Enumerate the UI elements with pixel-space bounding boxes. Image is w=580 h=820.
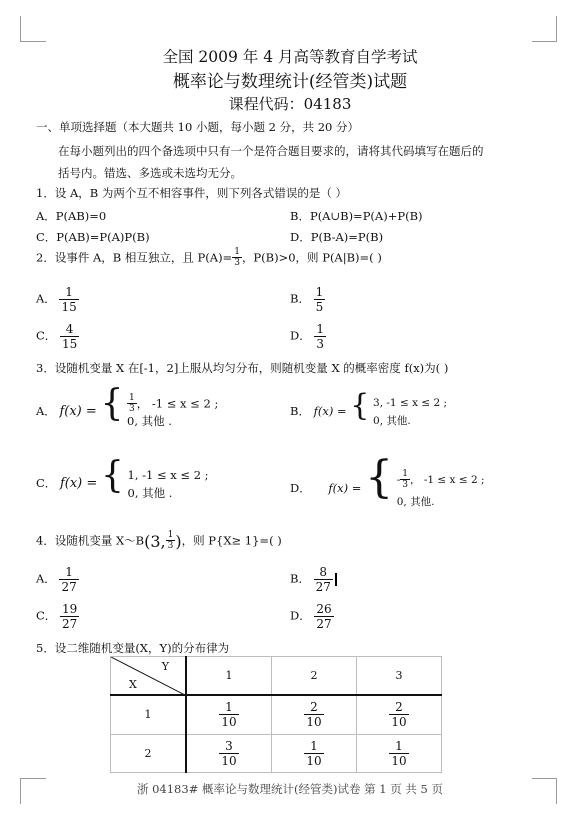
table-cell (357, 735, 442, 773)
cell-fraction (219, 701, 238, 728)
fraction-numerator: 1 (65, 565, 73, 579)
binomial-close: ) (175, 531, 182, 551)
diagonal-divider (111, 657, 185, 695)
q2-fraction-denominator: 3 (234, 258, 240, 269)
fraction-numerator: 1 (225, 700, 233, 715)
question-4-stem (36, 531, 282, 552)
q4-option-b-fraction (314, 566, 333, 593)
fraction-denominator: 10 (221, 714, 237, 729)
fraction-denominator: 27 (315, 579, 331, 594)
fraction-denominator: 10 (306, 714, 322, 729)
table-corner-cell (111, 657, 187, 695)
q2-stem-part-b: ，P(B)>0，则 P(A|B)=( ) (241, 250, 382, 265)
crop-mark (20, 41, 46, 42)
fraction-denominator: 27 (316, 616, 332, 631)
section-title: 一、单项选择题（本大题共 10 小题，每小题 2 分，共 20 分） (36, 120, 360, 134)
fraction-numerator: 1 (315, 285, 324, 299)
piecewise-cases (128, 466, 209, 502)
fraction-denominator: 27 (61, 579, 77, 594)
table-cell (186, 735, 272, 773)
q4-option-b (290, 566, 337, 593)
table-cell (357, 695, 442, 735)
exam-title: 全国 2009 年 4 月高等教育自学考试 (162, 48, 418, 66)
fraction-numerator: 2 (395, 700, 403, 715)
instruction-line-2: 括号内。错选、多选或未选均无分。 (58, 166, 242, 180)
left-brace: { (100, 455, 124, 496)
case-row-1 (397, 467, 485, 493)
fraction-denominator: 3 (129, 404, 135, 415)
q4-option-a-label: A． (36, 571, 56, 586)
q2-option-d (290, 323, 326, 350)
crop-mark (556, 16, 557, 42)
fraction-numerator: 2 (310, 700, 318, 715)
crop-mark (20, 778, 46, 779)
q4-option-d-fraction (314, 603, 333, 630)
q4-option-d-label: D． (290, 608, 311, 623)
row-header: 1 (111, 695, 187, 735)
fraction-denominator: 3 (316, 336, 325, 351)
question-3-stem: 3．设随机变量 X 在[-1，2]上服从均匀分布，则随机变量 X 的概率密度 f(x)为( ) (36, 361, 449, 375)
case-row-2: 0, 其他 . (127, 486, 173, 500)
q4-option-d (290, 603, 334, 630)
subject-title: 概率论与数理统计(经管类)试题 (172, 72, 408, 92)
fraction-denominator: 10 (391, 714, 407, 729)
case-condition: ， -1 ≤ x ≤ 2 ; (410, 474, 485, 486)
fraction-numerator: 26 (316, 602, 332, 616)
fraction-numerator: 1 (65, 285, 73, 299)
fraction-numerator: 1 (129, 393, 135, 403)
q3-option-d-label: D． (290, 481, 311, 495)
density-function: f(x) = (313, 404, 347, 418)
q3-option-c-label: C． (36, 476, 57, 490)
density-function: f(x) = (59, 476, 98, 491)
fraction-numerator: 3 (225, 738, 233, 753)
fraction-numerator: 1 (402, 468, 409, 479)
fraction-numerator: 1 (316, 322, 325, 336)
q4-option-c-label: C． (36, 608, 57, 623)
q2-option-d-label: D． (290, 328, 311, 343)
fraction-denominator: 5 (315, 299, 324, 314)
q2-option-b-label: B． (290, 291, 310, 306)
piecewise-cases (373, 394, 447, 430)
q2-option-c (36, 323, 79, 350)
binomial-open: (3, (144, 531, 166, 551)
fraction-numerator: 8 (319, 565, 328, 579)
fraction-denominator: 27 (61, 616, 78, 631)
q3-option-b (290, 388, 447, 430)
q2-option-c-label: C． (36, 328, 57, 343)
case-row-1: 1, -1 ≤ x ≤ 2 ; (127, 468, 209, 482)
table-cell (272, 735, 357, 773)
column-header: 2 (272, 657, 357, 695)
case-row-2: 0, 其他 . (127, 414, 172, 428)
course-code: 课程代码：04183 (228, 95, 352, 113)
q3-option-d (290, 452, 485, 511)
q3-option-c (36, 455, 209, 502)
cell-fraction (304, 740, 323, 767)
question-1-stem: 1．设 A，B 为两个互不相容事件，则下列各式错误的是（ ） (36, 186, 348, 200)
fraction-denominator: 3 (167, 541, 174, 552)
table-header-row (111, 657, 442, 695)
q4-stem-part-b: ，则 P{X≥ 1}=( ) (181, 533, 282, 548)
fraction-numerator: 4 (65, 322, 74, 336)
q4-binomial-fraction (166, 531, 176, 552)
q3-option-a-label: A． (36, 404, 56, 418)
case-condition: ， -1 ≤ x ≤ 2 ; (136, 396, 219, 411)
distribution-table (110, 656, 442, 773)
text-cursor (335, 573, 337, 586)
table-row (111, 735, 442, 773)
page-footer: 浙 04183# 概率论与数理统计(经管类)试卷 第 1 页 共 5 页 (136, 782, 444, 796)
table-cell (272, 695, 357, 735)
cell-fraction (389, 701, 408, 728)
q2-option-c-fraction (60, 323, 79, 350)
q2-option-a (36, 286, 79, 313)
fraction-denominator: 15 (61, 336, 78, 351)
q4-option-a-fraction (59, 566, 78, 593)
q1-option-d: D．P(B-A)=P(B) (290, 230, 384, 244)
left-brace: { (365, 452, 394, 503)
column-header: 3 (357, 657, 442, 695)
case-row-2: 0, 其他. (373, 415, 411, 427)
cell-fraction (389, 740, 408, 767)
density-function: f(x) = (59, 404, 97, 419)
q2-stem-part-a: 2．设事件 A，B 相互独立，且 P(A)= (36, 250, 233, 265)
q4-option-b-label: B． (290, 571, 310, 586)
fraction-numerator: 1 (395, 738, 403, 753)
row-header: 2 (111, 735, 187, 773)
left-brace: { (100, 383, 124, 424)
fraction-denominator: 10 (221, 753, 237, 768)
fraction-denominator: 15 (61, 299, 77, 314)
q1-option-c: C．P(AB)=P(A)P(B) (36, 230, 150, 244)
case-row-1: 3, -1 ≤ x ≤ 2 ; (373, 397, 448, 409)
q2-option-a-label: A． (36, 291, 56, 306)
piecewise-cases (127, 394, 218, 430)
corner-label-x: X (129, 677, 137, 691)
q3-option-b-label: B． (290, 404, 310, 418)
left-brace: { (350, 388, 370, 423)
q2-option-a-fraction (59, 286, 78, 313)
fraction-numerator: 1 (167, 530, 174, 540)
fraction-denominator: 10 (391, 753, 407, 768)
cell-fraction (219, 740, 238, 767)
crop-mark (532, 778, 557, 779)
q4-option-a (36, 566, 79, 593)
fraction-denominator: 10 (306, 753, 322, 768)
q4-stem-part-a: 4．设随机变量 X～B (36, 533, 145, 548)
q2-option-d-fraction (314, 323, 326, 350)
q4-option-c (36, 603, 79, 630)
fraction-numerator: 1 (310, 738, 318, 753)
piecewise-cases (397, 467, 485, 511)
fraction-denominator: 3 (402, 480, 409, 490)
table-row (111, 695, 442, 735)
case-fraction (400, 470, 410, 491)
corner-label-y: Y (161, 660, 169, 673)
crop-mark (20, 16, 21, 42)
minus-sign: - (396, 474, 401, 486)
crop-mark (532, 41, 557, 42)
question-5-stem: 5．设二维随机变量(X，Y)的分布律为 (36, 641, 230, 655)
table-cell (186, 695, 272, 735)
q2-option-b (290, 286, 325, 313)
density-function: f(x) = (328, 481, 362, 495)
case-row-2: 0, 其他. (396, 496, 435, 508)
column-header: 1 (186, 657, 272, 695)
q2-fraction (232, 248, 242, 269)
q1-option-a: A．P(AB)=0 (36, 209, 107, 223)
q3-option-a (36, 383, 219, 430)
case-row-1 (127, 393, 219, 415)
q4-option-c-fraction (60, 603, 79, 630)
q1-option-b: B．P(A∪B)=P(A)+P(B) (290, 209, 423, 223)
q2-fraction-numerator: 1 (234, 247, 240, 257)
q2-option-b-fraction (314, 286, 326, 313)
cell-fraction (304, 701, 323, 728)
instruction-line-1: 在每小题列出的四个备选项中只有一个是符合题目要求的，请将其代码填写在题后的 (58, 144, 484, 158)
question-2-stem (36, 248, 382, 269)
fraction-numerator: 19 (61, 602, 78, 616)
